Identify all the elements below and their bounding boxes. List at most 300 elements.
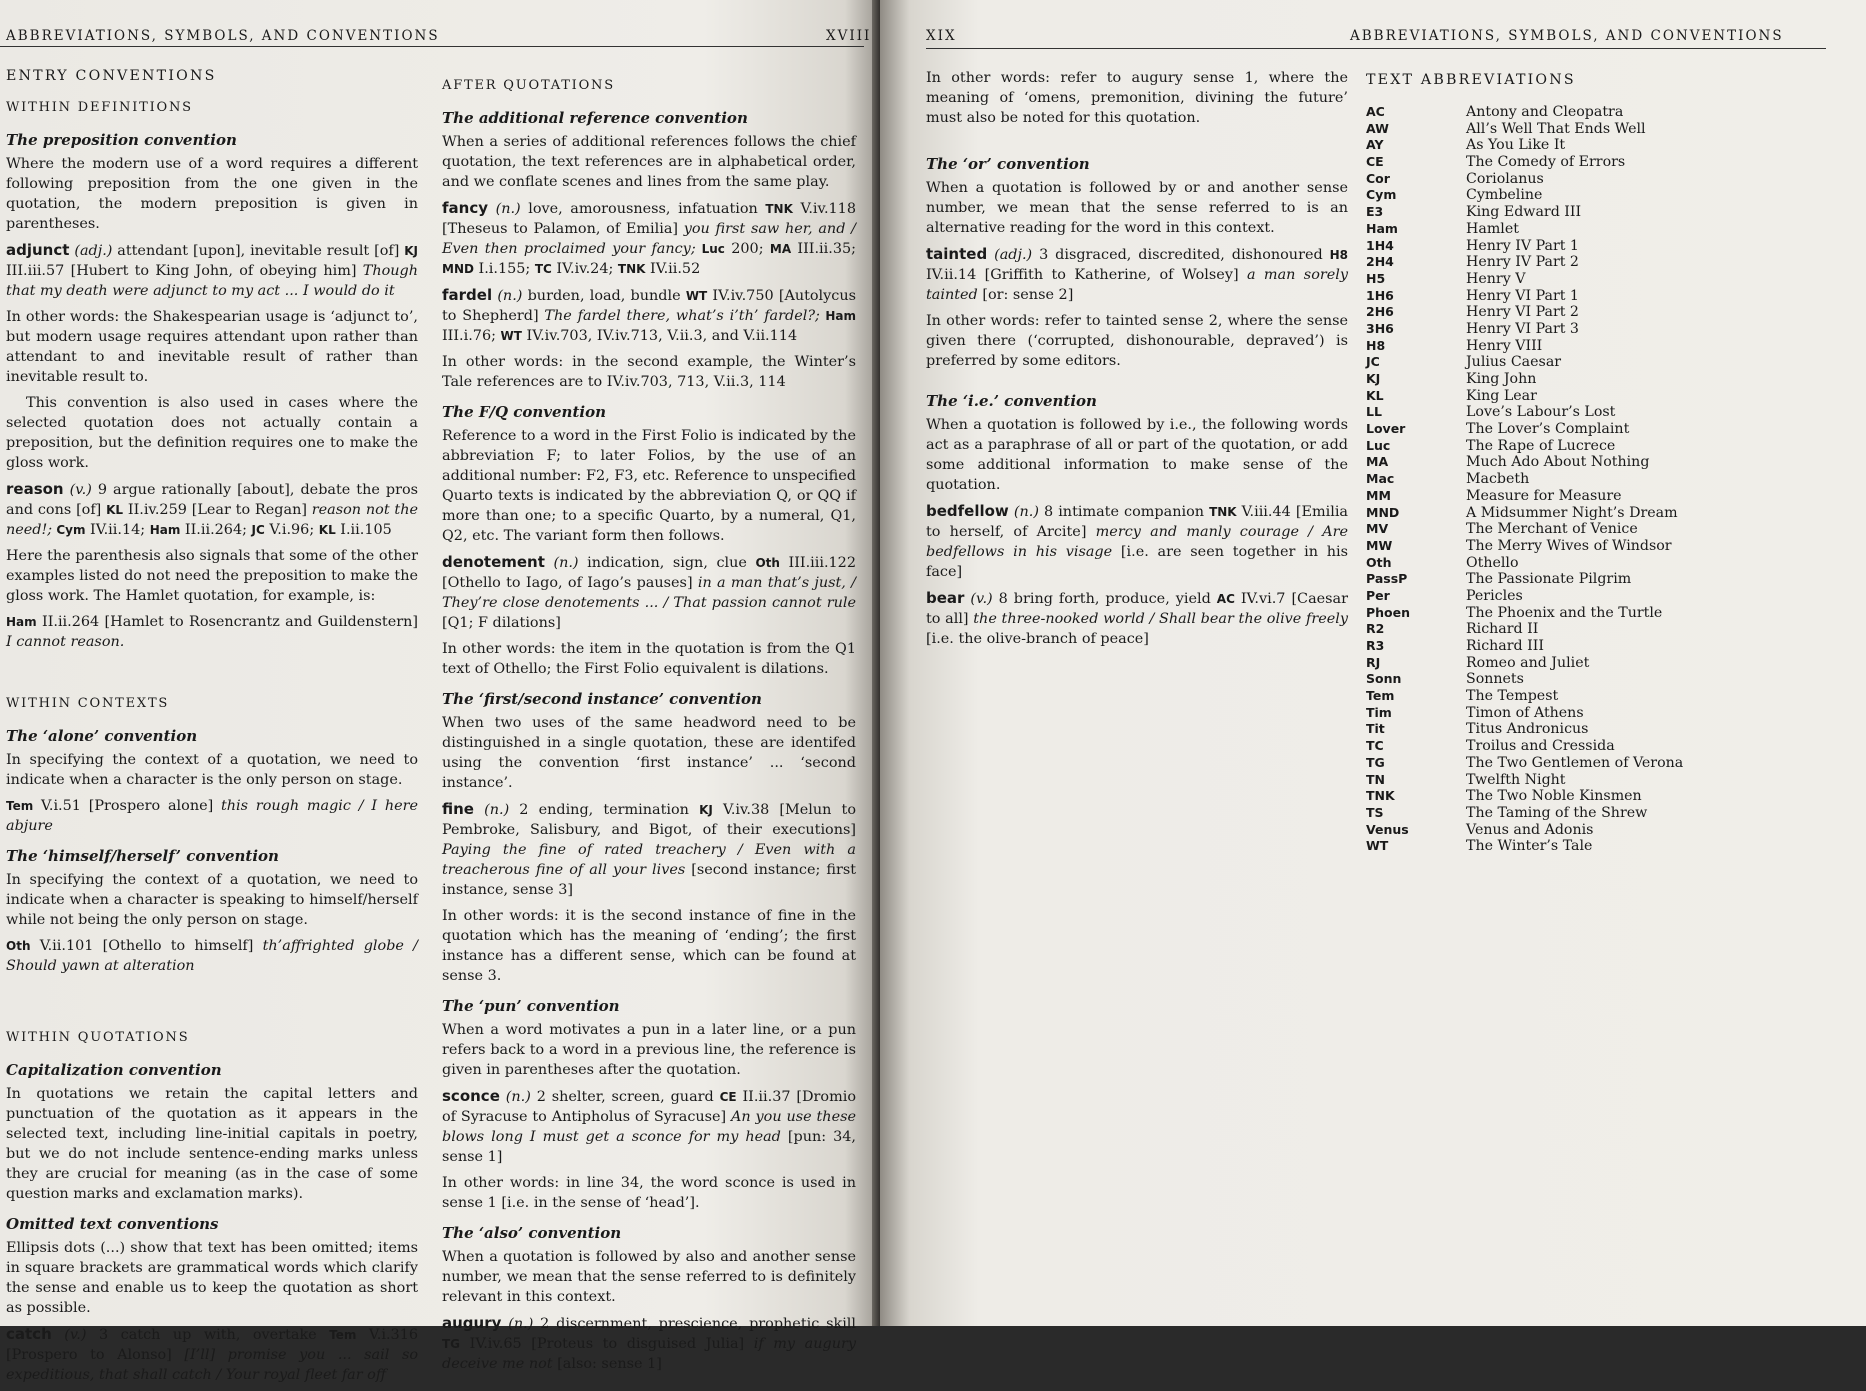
quotation: mercy and manly courage / Are bedfellows in his visage bbox=[926, 524, 1348, 560]
abbreviation-row bbox=[1366, 438, 1806, 455]
definition: love, amorousness, infatuation bbox=[520, 201, 766, 217]
play-title: Sonnets bbox=[1466, 671, 1524, 688]
convention-title: The ‘himself/herself’ convention bbox=[6, 847, 279, 865]
play-title: King Lear bbox=[1466, 387, 1537, 404]
abbreviation-row bbox=[1366, 421, 1806, 438]
play-title: Henry VI Part 3 bbox=[1466, 320, 1579, 337]
context: III.i.76; bbox=[442, 328, 501, 344]
note: [i.e. the olive-branch of peace] bbox=[926, 631, 1149, 647]
abbreviation-code: TC bbox=[1366, 738, 1384, 754]
abbreviation-row bbox=[1366, 404, 1806, 421]
play-title: The Winter’s Tale bbox=[1466, 838, 1593, 855]
abbreviation-code: R3 bbox=[1366, 638, 1385, 653]
context: IV.ii.14 [Griffith to Katherine, of Wolsey] bbox=[926, 267, 1247, 283]
dictionary-entry bbox=[442, 1313, 856, 1374]
abbreviation-row bbox=[1366, 655, 1806, 672]
paragraph: In quotations we retain the capital letters and punctuation of the quotation as it appears in the selected text, including line-initial capitals in poetry, but we do not include sentence-ending marks unless they are crucial for meaning (as in the case of some question marks and exclamation marks). bbox=[6, 1086, 418, 1202]
play-ref: TG bbox=[442, 1337, 461, 1351]
play-ref: H8 bbox=[1329, 248, 1348, 262]
abbreviation-row bbox=[1366, 154, 1806, 171]
abbreviation-code: H5 bbox=[1366, 270, 1386, 286]
abbreviation-row bbox=[1366, 488, 1806, 505]
abbreviation-code: LL bbox=[1366, 404, 1382, 420]
header-rule bbox=[926, 48, 1826, 49]
play-title: The Phoenix and the Turtle bbox=[1466, 604, 1663, 621]
context: V.i.316 [Prospero to Alonso] bbox=[6, 1327, 419, 1363]
play-ref: WT bbox=[685, 289, 708, 303]
abbreviation-row bbox=[1366, 822, 1806, 839]
quotation: Though that my death were adjunct to my act ... I would do it bbox=[6, 263, 418, 299]
quotation: The fardel there, what’s i’th’ fardel?; bbox=[544, 308, 820, 324]
quotation: I cannot reason. bbox=[6, 634, 125, 650]
abbreviation-row bbox=[1366, 621, 1806, 638]
abbreviation-code: 1H6 bbox=[1366, 287, 1394, 303]
abbreviation-code: Luc bbox=[1366, 437, 1391, 453]
play-title: Much Ado About Nothing bbox=[1466, 454, 1650, 471]
abbreviation-code: Ham bbox=[1366, 220, 1398, 236]
abbreviation-row bbox=[1366, 588, 1806, 605]
quotation: An you use these blows long I must get a sconce for my head bbox=[442, 1109, 856, 1145]
dictionary-entry bbox=[926, 588, 1348, 649]
dictionary-entry bbox=[6, 796, 418, 836]
paragraph: When a quotation is followed by i.e., the following words act as a paraphrase of all or part of the quotation, or add some additional information to make sense of the quotation. bbox=[926, 417, 1348, 493]
part-of-speech: (n.) bbox=[1013, 504, 1039, 520]
convention-title: The additional reference convention bbox=[442, 109, 748, 127]
abbreviation-row bbox=[1366, 505, 1806, 522]
abbreviation-row bbox=[1366, 671, 1806, 688]
abbreviation-code: AY bbox=[1366, 137, 1384, 153]
abbreviation-row bbox=[1366, 805, 1806, 822]
context: III.iii.122 [Othello to Iago, of Iago’s pauses] bbox=[442, 555, 856, 591]
part-of-speech: (n.) bbox=[497, 288, 523, 304]
part-of-speech: (v.) bbox=[970, 591, 993, 607]
context: IV.iv.750 [Autolycus to Shepherd] bbox=[442, 288, 856, 324]
abbreviation-row bbox=[1366, 555, 1806, 572]
play-ref: KJ bbox=[699, 803, 713, 817]
left-column bbox=[6, 66, 418, 1391]
part-of-speech: (n.) bbox=[505, 1089, 531, 1105]
paragraph: This convention is also used in cases where the selected quotation does not actually contain a preposition, but the definition requires one to make the gloss work. bbox=[6, 395, 418, 471]
quotation: you first saw her, and / Even then proclaimed your fancy; bbox=[442, 221, 856, 257]
context: IV.vi.7 [Caesar to all] bbox=[926, 591, 1349, 627]
headword: reason bbox=[6, 480, 64, 498]
headword: fancy bbox=[442, 199, 488, 217]
headword: sconce bbox=[442, 1087, 500, 1105]
context: IV.ii.14; bbox=[85, 522, 150, 538]
convention-title: The ‘pun’ convention bbox=[442, 997, 620, 1015]
convention-title: The ‘first/second instance’ convention bbox=[442, 690, 762, 708]
abbreviation-row bbox=[1366, 721, 1806, 738]
convention-title: The F/Q convention bbox=[442, 403, 606, 421]
context: V.iii.44 [Emilia to herself, of Arcite] bbox=[926, 504, 1348, 540]
paragraph: When a series of additional references follows the chief quotation, the text references are in alphabetical order, and we conflate scenes and lines from the same play. bbox=[442, 134, 856, 190]
play-ref: TNK bbox=[617, 262, 646, 276]
headword: tainted bbox=[926, 245, 988, 263]
play-ref: Ham bbox=[6, 615, 37, 629]
subsection-heading: WITHIN QUOTATIONS bbox=[6, 1030, 190, 1045]
dictionary-entry bbox=[442, 552, 856, 633]
part-of-speech: (n.) bbox=[484, 802, 510, 818]
abbreviation-code: H8 bbox=[1366, 337, 1386, 353]
quotation: this rough magic / I here abjure bbox=[6, 798, 418, 834]
play-title: Richard II bbox=[1466, 621, 1539, 638]
convention-title: The ‘alone’ convention bbox=[6, 727, 198, 745]
note: [pun: 34, sense 1] bbox=[442, 1129, 856, 1165]
abbreviation-row bbox=[1366, 371, 1806, 388]
convention-title: The ‘i.e.’ convention bbox=[926, 392, 1097, 410]
abbreviation-code: 1H4 bbox=[1366, 237, 1394, 253]
play-title: Venus and Adonis bbox=[1466, 821, 1594, 838]
paragraph: In other words: refer to tainted sense 2, where the sense given there (‘corrupted, dishonourable, depraved’) is preferred by some editors. bbox=[926, 313, 1348, 369]
context: III.iii.57 [Hubert to King John, of obeying him] bbox=[6, 263, 363, 279]
abbreviation-code: Venus bbox=[1366, 821, 1409, 837]
note: [i.e. are seen together in his face] bbox=[926, 544, 1348, 580]
convention-title: Capitalization convention bbox=[6, 1061, 222, 1079]
abbreviation-row bbox=[1366, 354, 1806, 371]
left-page bbox=[0, 0, 880, 1383]
abbreviation-row bbox=[1366, 755, 1806, 772]
note: [also: sense 1] bbox=[552, 1356, 662, 1372]
paragraph: In other words: it is the second instance of fine in the quotation which has the meaning of ‘ending’; the first instance has a different sense, which can be found at sense 3. bbox=[442, 908, 856, 984]
quotation: Paying the fine of rated treachery / Even with a treacherous fine of all your lives bbox=[442, 842, 856, 878]
definition: 9 argue rationally [about], debate the pros and cons [of] bbox=[6, 482, 418, 518]
play-title: Coriolanus bbox=[1466, 170, 1544, 187]
abbreviation-code: Tim bbox=[1366, 704, 1392, 720]
right-column bbox=[442, 76, 856, 1380]
dictionary-entry bbox=[6, 240, 418, 301]
definition: 3 catch up with, overtake bbox=[86, 1327, 330, 1343]
abbreviation-code: 2H4 bbox=[1366, 254, 1394, 270]
play-ref: AC bbox=[1216, 592, 1235, 606]
abbreviation-row bbox=[1366, 772, 1806, 789]
play-title: The Rape of Lucrece bbox=[1466, 437, 1616, 454]
abbreviation-row bbox=[1366, 304, 1806, 321]
abbreviation-row bbox=[1366, 738, 1806, 755]
play-title: The Merchant of Venice bbox=[1466, 521, 1638, 538]
paragraph: When two uses of the same headword need to be distinguished in a single quotation, these are identifed using the convention ‘first instance’ ... ‘second instance’. bbox=[442, 715, 856, 791]
dictionary-entry bbox=[6, 612, 418, 652]
context: II.ii.264 [Hamlet to Rosencrantz and Guildenstern] bbox=[36, 614, 418, 630]
play-title: Romeo and Juliet bbox=[1466, 654, 1590, 671]
quotation: if my augury deceive me not bbox=[442, 1336, 856, 1372]
abbreviation-row bbox=[1366, 254, 1806, 271]
quotation: a man sorely tainted bbox=[926, 267, 1348, 303]
abbreviation-row bbox=[1366, 638, 1806, 655]
play-title: Henry IV Part 2 bbox=[1466, 254, 1579, 271]
quotation: [I’ll] promise you ... sail so expeditious, that shall catch / Your royal fleet far off bbox=[6, 1347, 418, 1383]
paragraph: In other words: in line 34, the word sconce is used in sense 1 [i.e. in the sense of ‘head’]. bbox=[442, 1175, 856, 1211]
definition: 2 discernment, prescience, prophetic skill bbox=[533, 1316, 856, 1332]
play-title: A Midsummer Night’s Dream bbox=[1466, 504, 1678, 521]
paragraph: Ellipsis dots (...) show that text has been omitted; items in square brackets are grammatical words which clarify the sense and enable us to keep the quotation as short as possible. bbox=[6, 1240, 418, 1316]
play-title: Henry VIII bbox=[1466, 337, 1543, 354]
left-column bbox=[926, 68, 1348, 655]
section-heading: TEXT ABBREVIATIONS bbox=[1366, 72, 1576, 88]
headword: denotement bbox=[442, 553, 545, 571]
play-title: Cymbeline bbox=[1466, 187, 1543, 204]
context: IV.iv.703, IV.iv.713, V.ii.3, and V.ii.114 bbox=[521, 328, 798, 344]
abbreviation-code: MM bbox=[1366, 487, 1391, 503]
play-title: The Taming of the Shrew bbox=[1466, 804, 1648, 821]
play-ref: TNK bbox=[765, 202, 793, 216]
play-title: Titus Andronicus bbox=[1466, 721, 1589, 738]
abbreviation-code: Sonn bbox=[1366, 671, 1402, 687]
play-ref: Oth bbox=[755, 556, 780, 570]
abbreviation-code: 3H6 bbox=[1366, 320, 1394, 336]
context: 200; bbox=[724, 241, 770, 257]
abbreviation-code: AW bbox=[1366, 120, 1389, 136]
abbreviation-row bbox=[1366, 121, 1806, 138]
play-title: Antony and Cleopatra bbox=[1466, 104, 1624, 120]
abbreviation-row bbox=[1366, 688, 1806, 705]
abbreviation-code: PassP bbox=[1366, 571, 1408, 587]
dictionary-entry bbox=[6, 936, 418, 976]
play-title: The Passionate Pilgrim bbox=[1466, 571, 1632, 588]
play-title: The Two Noble Kinsmen bbox=[1466, 788, 1642, 805]
paragraph: When a quotation is followed by or and another sense number, we mean that the sense referred to is an alternative reading for the word in this context. bbox=[926, 180, 1348, 236]
paragraph: Reference to a word in the First Folio is indicated by the abbreviation F; to later Folios, by the use of an additional number: F2, F3, etc. Reference to unspecified Quarto texts is indicated by the abbreviation Q, or QQ if more than one; to a specific Quarto, by a numeral, Q1, Q2, etc. The variant form then follows. bbox=[442, 428, 856, 544]
abbreviation-row bbox=[1366, 571, 1806, 588]
context: I.ii.105 bbox=[335, 522, 392, 538]
definition: burden, load, bundle bbox=[522, 288, 686, 304]
play-title: Richard III bbox=[1466, 638, 1544, 654]
play-title: Macbeth bbox=[1466, 471, 1530, 488]
running-head: ABBREVIATIONS, SYMBOLS, AND CONVENTIONS bbox=[1350, 28, 1784, 44]
dictionary-entry bbox=[442, 198, 856, 279]
headword: adjunct bbox=[6, 241, 70, 259]
abbreviation-code: MV bbox=[1366, 521, 1389, 537]
abbreviation-code: Tit bbox=[1366, 721, 1385, 737]
page-number: XVIII bbox=[826, 28, 872, 44]
part-of-speech: (adj.) bbox=[994, 247, 1033, 263]
context: V.ii.101 [Othello to himself] bbox=[30, 938, 263, 954]
play-title: Love’s Labour’s Lost bbox=[1466, 404, 1616, 421]
play-title: The Comedy of Errors bbox=[1466, 154, 1626, 171]
headword: augury bbox=[442, 1314, 502, 1332]
play-title: Measure for Measure bbox=[1466, 487, 1622, 504]
abbreviation-code: TS bbox=[1366, 804, 1384, 820]
abbreviation-code: Phoen bbox=[1366, 604, 1411, 620]
abbreviation-row bbox=[1366, 788, 1806, 805]
abbreviation-row bbox=[1366, 271, 1806, 288]
play-ref: MA bbox=[769, 242, 792, 256]
abbreviation-code: Mac bbox=[1366, 471, 1395, 487]
abbreviation-row bbox=[1366, 104, 1806, 121]
definition: 3 disgraced, discredited, dishonoured bbox=[1032, 247, 1330, 263]
context: IV.iv.65 [Proteus to disguised Julia] bbox=[460, 1336, 754, 1352]
header-rule bbox=[0, 46, 864, 47]
context: IV.ii.52 bbox=[645, 261, 701, 277]
play-title: The Merry Wives of Windsor bbox=[1466, 537, 1672, 554]
definition: 8 intimate companion bbox=[1038, 504, 1210, 520]
part-of-speech: (v.) bbox=[69, 482, 92, 498]
abbreviation-row bbox=[1366, 137, 1806, 154]
convention-title: Omitted text conventions bbox=[6, 1215, 219, 1233]
play-ref: Ham bbox=[149, 523, 181, 537]
definition: attendant [upon], inevitable result [of] bbox=[112, 243, 405, 259]
quotation: th’affrighted globe / Should yawn at alteration bbox=[6, 938, 419, 974]
play-title: Othello bbox=[1466, 554, 1519, 571]
definition: 2 shelter, screen, guard bbox=[530, 1089, 720, 1105]
play-ref: Tem bbox=[6, 799, 34, 813]
abbreviation-row bbox=[1366, 838, 1806, 855]
abbreviation-code: 2H6 bbox=[1366, 304, 1394, 320]
play-ref: TNK bbox=[1209, 505, 1237, 519]
abbreviation-code: WT bbox=[1366, 838, 1389, 854]
play-title: Henry VI Part 1 bbox=[1466, 287, 1579, 304]
definition: 8 bring forth, produce, yield bbox=[992, 591, 1217, 607]
play-title: Twelfth Night bbox=[1466, 771, 1566, 788]
part-of-speech: (n.) bbox=[495, 201, 521, 217]
running-head: ABBREVIATIONS, SYMBOLS, AND CONVENTIONS bbox=[6, 28, 440, 44]
convention-title: The ‘also’ convention bbox=[442, 1224, 622, 1242]
abbreviation-code: MA bbox=[1366, 454, 1389, 470]
play-title: The Lover’s Complaint bbox=[1466, 421, 1630, 438]
abbreviations-column bbox=[1366, 70, 1806, 855]
context: II.iv.259 [Lear to Regan] bbox=[123, 502, 312, 518]
play-ref: JC bbox=[251, 523, 265, 537]
play-title: Timon of Athens bbox=[1466, 704, 1584, 721]
abbreviation-code: R2 bbox=[1366, 621, 1385, 637]
abbreviation-code: TNK bbox=[1366, 788, 1395, 804]
abbreviation-code: MW bbox=[1366, 537, 1393, 553]
paragraph: In other words: in the second example, the Winter’s Tale references are to IV.iv.703, 713, V.ii.3, 114 bbox=[442, 354, 856, 390]
paragraph: In other words: refer to augury sense 1, where the meaning of ‘omens, premonition, divining the future’ must also be noted for this quotation. bbox=[926, 70, 1348, 126]
abbreviation-code: KJ bbox=[1366, 371, 1381, 386]
headword: bear bbox=[926, 589, 965, 607]
convention-title: The preposition convention bbox=[6, 131, 237, 149]
abbreviation-code: Lover bbox=[1366, 421, 1406, 437]
section-heading: ENTRY CONVENTIONS bbox=[6, 68, 217, 84]
play-title: The Two Gentlemen of Verona bbox=[1466, 754, 1684, 771]
play-title: The Tempest bbox=[1466, 688, 1559, 705]
subsection-heading: WITHIN CONTEXTS bbox=[6, 696, 170, 711]
subsection-heading: AFTER QUOTATIONS bbox=[442, 78, 615, 93]
abbreviation-code: JC bbox=[1366, 354, 1380, 370]
right-page bbox=[880, 0, 1866, 1326]
play-ref: KJ bbox=[404, 244, 418, 258]
abbreviation-row bbox=[1366, 338, 1806, 355]
context: V.i.51 [Prospero alone] bbox=[33, 798, 221, 814]
dictionary-entry bbox=[442, 799, 856, 900]
note: [or: sense 2] bbox=[977, 287, 1074, 303]
part-of-speech: (n.) bbox=[508, 1316, 534, 1332]
page-number: XIX bbox=[926, 28, 957, 44]
play-ref: MND bbox=[442, 262, 474, 276]
quotation: reason not the need!; bbox=[6, 502, 418, 538]
definition: indication, sign, clue bbox=[578, 555, 756, 571]
headword: fardel bbox=[442, 286, 493, 304]
play-title: Troilus and Cressida bbox=[1466, 738, 1615, 755]
abbreviation-code: Cor bbox=[1366, 170, 1390, 186]
play-ref: Tem bbox=[329, 1328, 357, 1342]
play-ref: Ham bbox=[819, 309, 856, 323]
headword: fine bbox=[442, 800, 474, 818]
headword: bedfellow bbox=[926, 502, 1009, 520]
abbreviation-table bbox=[1366, 104, 1806, 855]
paragraph: In other words: the item in the quotation is from the Q1 text of Othello; the First Folio equivalent is dilations. bbox=[442, 641, 856, 677]
paragraph: When a quotation is followed by also and another sense number, we mean that the sense referred to is definitely relevant in this context. bbox=[442, 1249, 856, 1305]
play-ref: WT bbox=[500, 329, 522, 343]
context: III.ii.35; bbox=[791, 241, 856, 257]
paragraph: Here the parenthesis also signals that some of the other examples listed do not need the preposition to make the gloss work. The Hamlet quotation, for example, is: bbox=[6, 548, 418, 604]
abbreviation-code: MND bbox=[1366, 504, 1400, 520]
play-ref: KL bbox=[106, 503, 124, 517]
dictionary-entry bbox=[442, 285, 856, 346]
abbreviation-row bbox=[1366, 471, 1806, 488]
context: I.i.155; bbox=[473, 261, 535, 277]
abbreviation-code: RJ bbox=[1366, 654, 1381, 670]
quotation: the three-nooked world / Shall bear the olive freely bbox=[973, 611, 1348, 627]
play-ref: Oth bbox=[6, 939, 31, 953]
paragraph: Where the modern use of a word requires a different following preposition from the one given in the quotation, the modern preposition is given in parentheses. bbox=[6, 156, 418, 232]
play-title: Henry VI Part 2 bbox=[1466, 304, 1579, 321]
paragraph: In other words: the Shakespearian usage is ‘adjunct to’, but modern usage requires attendant upon rather than attendant to and inevitable result of rather than inevitable result to. bbox=[6, 309, 418, 385]
dictionary-entry bbox=[442, 1086, 856, 1167]
play-ref: TC bbox=[534, 262, 552, 276]
abbreviation-row bbox=[1366, 221, 1806, 238]
abbreviation-row bbox=[1366, 521, 1806, 538]
abbreviation-code: KL bbox=[1366, 387, 1384, 403]
definition: 2 ending, termination bbox=[509, 802, 700, 818]
play-title: Hamlet bbox=[1466, 220, 1519, 237]
play-ref: KL bbox=[318, 523, 336, 537]
context: V.i.96; bbox=[264, 522, 319, 538]
play-ref: Luc bbox=[695, 242, 725, 256]
abbreviation-code: TN bbox=[1366, 771, 1385, 787]
context: V.iv.118 [Theseus to Palamon, of Emilia] bbox=[442, 201, 856, 237]
play-title: Henry V bbox=[1466, 270, 1526, 287]
abbreviation-code: CE bbox=[1366, 154, 1384, 170]
play-ref: CE bbox=[719, 1090, 737, 1104]
paragraph: When a word motivates a pun in a later line, or a pun refers back to a word in a previous line, the reference is given in parentheses after the quotation. bbox=[442, 1022, 856, 1078]
abbreviation-row bbox=[1366, 204, 1806, 221]
abbreviation-row bbox=[1366, 388, 1806, 405]
abbreviation-code: Tem bbox=[1366, 688, 1395, 704]
dictionary-entry bbox=[6, 1324, 418, 1385]
abbreviation-row bbox=[1366, 238, 1806, 255]
part-of-speech: (v.) bbox=[64, 1327, 87, 1343]
abbreviation-row bbox=[1366, 321, 1806, 338]
abbreviation-code: Cym bbox=[1366, 187, 1397, 203]
quotation: in a man that’s just, / They’re close denotements ... / That passion cannot rule bbox=[442, 575, 856, 611]
play-title: All’s Well That Ends Well bbox=[1466, 120, 1646, 137]
play-title: Pericles bbox=[1466, 587, 1523, 604]
note: [second instance; first instance, sense 3] bbox=[442, 862, 856, 898]
part-of-speech: (adj.) bbox=[74, 243, 113, 259]
headword: catch bbox=[6, 1325, 52, 1343]
abbreviation-code: Oth bbox=[1366, 554, 1392, 570]
paragraph: In specifying the context of a quotation, we need to indicate when a character is the only person on stage. bbox=[6, 752, 418, 788]
paragraph: In specifying the context of a quotation, we need to indicate when a character is speaking to himself/herself while not being the only person on stage. bbox=[6, 872, 418, 928]
abbreviation-row bbox=[1366, 454, 1806, 471]
context: IV.iv.24; bbox=[551, 261, 618, 277]
play-title: Julius Caesar bbox=[1466, 354, 1562, 371]
play-ref: Cym bbox=[52, 523, 86, 537]
dictionary-entry bbox=[926, 501, 1348, 582]
abbreviation-code: Per bbox=[1366, 587, 1390, 603]
abbreviation-code: AC bbox=[1366, 104, 1385, 119]
note: [Q1; F dilations] bbox=[442, 615, 561, 631]
context: V.iv.38 [Melun to Pembroke, Salisbury, and Bigot, of their executions] bbox=[442, 802, 856, 838]
context: II.ii.37 [Dromio of Syracuse to Antipholus of Syracuse] bbox=[442, 1089, 856, 1125]
context: II.ii.264; bbox=[180, 522, 252, 538]
abbreviation-code: TG bbox=[1366, 754, 1385, 770]
abbreviation-row bbox=[1366, 605, 1806, 622]
subsection-heading: WITHIN DEFINITIONS bbox=[6, 100, 193, 115]
dictionary-entry bbox=[6, 479, 418, 540]
abbreviation-row bbox=[1366, 538, 1806, 555]
